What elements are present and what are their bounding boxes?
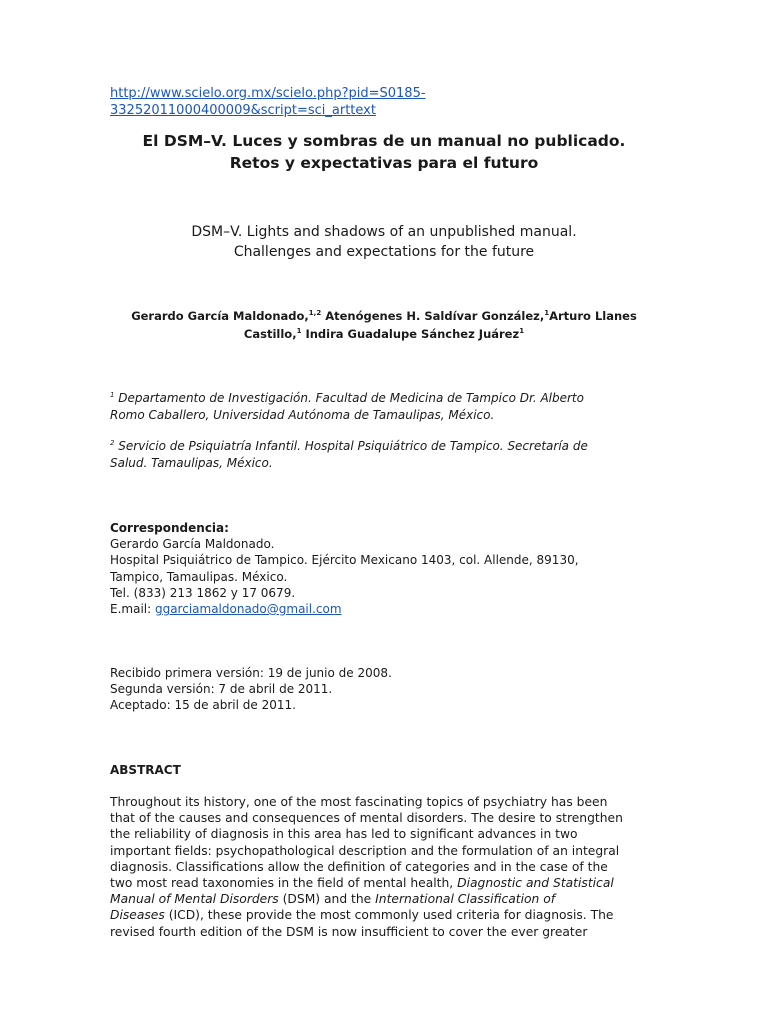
correspondence-address-1: Hospital Psiquiátrico de Tampico. Ejército Mexicano 1403, col. Allende, 89130,	[110, 553, 579, 568]
abstract-line: diagnosis. Classifications allow the definition of categories and in the case of the	[110, 859, 608, 874]
source-url-line-2[interactable]: 33252011000400009&script=sci_arttext	[110, 103, 376, 118]
english-title-line-1: DSM–V. Lights and shadows of an unpublished manual.	[191, 224, 577, 240]
abstract-line	[110, 891, 658, 907]
email-link[interactable]: ggarciamaldonado@gmail.com	[154, 602, 342, 617]
author-list	[110, 307, 658, 343]
spanish-title	[0, 130, 768, 174]
abstract-line	[110, 875, 658, 891]
affiliation-2-line-2: Salud. Tamaulipas, México.	[110, 455, 273, 470]
spanish-title-line-2: Retos y expectativas para el futuro	[229, 154, 539, 172]
author-1-affiliation: 1,2	[308, 309, 322, 318]
spanish-title-line-1: El DSM–V. Luces y sombras de un manual no publicado.	[142, 132, 626, 150]
source-url-line-1[interactable]: http://www.scielo.org.mx/scielo.php?pid=S0185-	[110, 86, 426, 101]
abstract-text: (ICD), these provide the most commonly used criteria for diagnosis. The	[164, 908, 614, 923]
author-4: Indira Guadalupe Sánchez Juárez	[301, 327, 520, 341]
affiliation-2-number: 2	[110, 439, 115, 447]
dsm-title-italic-cont: Manual of Mental Disorders	[110, 892, 279, 907]
abstract-heading: ABSTRACT	[110, 763, 181, 777]
author-1: Gerardo García Maldonado,	[131, 309, 309, 323]
affiliation-2-line-1: Servicio de Psiquiatría Infantil. Hospital Psiquiátrico de Tampico. Secretaría de	[114, 439, 588, 453]
abstract-text: two most read taxonomies in the field of mental health,	[110, 876, 458, 891]
author-2: Atenógenes H. Saldívar González,	[321, 309, 545, 323]
author-2-affiliation: 1	[544, 309, 550, 318]
correspondence-name: Gerardo García Maldonado.	[110, 537, 275, 552]
affiliation-1-number: 1	[110, 391, 115, 399]
submission-dates	[110, 665, 670, 714]
correspondence-heading: Correspondencia:	[110, 521, 229, 535]
abstract-line: revised fourth edition of the DSM is now insufficient to cover the ever greater	[110, 924, 588, 939]
correspondence-block	[110, 520, 670, 617]
accepted-date: Aceptado: 15 de abril de 2011.	[110, 698, 296, 713]
affiliation-1-line-2: Romo Caballero, Universidad Autónoma de Tamaulipas, México.	[110, 407, 495, 422]
english-title-line-2: Challenges and expectations for the future	[233, 244, 535, 260]
abstract-line: important fields: psychopathological description and the formulation of an integral	[110, 843, 620, 858]
author-3-affiliation: 1	[296, 327, 302, 336]
dsm-title-italic: Diagnostic and Statistical	[457, 876, 614, 891]
received-date: Recibido primera versión: 19 de junio de 2008.	[110, 666, 392, 680]
second-version-date: Segunda versión: 7 de abril de 2011.	[110, 682, 333, 697]
icd-title-italic-cont: Diseases	[110, 908, 165, 923]
email-label: E.mail:	[110, 602, 155, 617]
affiliation-1-line-1: Departamento de Investigación. Facultad de Medicina de Tampico Dr. Alberto	[114, 391, 584, 405]
abstract-line: Throughout its history, one of the most fascinating topics of psychiatry has been	[110, 795, 608, 809]
abstract-line	[110, 907, 658, 923]
author-4-affiliation: 1	[519, 327, 525, 336]
abstract-line: the reliability of diagnosis in this area has led to significant advances in two	[110, 827, 578, 842]
author-3: Arturo Llanes Castillo,	[243, 309, 637, 341]
abstract-line: that of the causes and consequences of mental disorders. The desire to strengthen	[110, 811, 623, 826]
icd-title-italic: International Classification of	[375, 892, 556, 907]
abstract-body	[110, 794, 658, 940]
source-url[interactable]	[110, 85, 670, 119]
abstract-text: (DSM) and the	[278, 892, 376, 907]
affiliation-2	[110, 438, 650, 471]
affiliation-1	[110, 390, 650, 423]
correspondence-address-2: Tampico, Tamaulipas. México.	[110, 569, 288, 584]
english-title	[0, 222, 768, 262]
correspondence-phone: Tel. (833) 213 1862 y 17 0679.	[110, 585, 296, 600]
